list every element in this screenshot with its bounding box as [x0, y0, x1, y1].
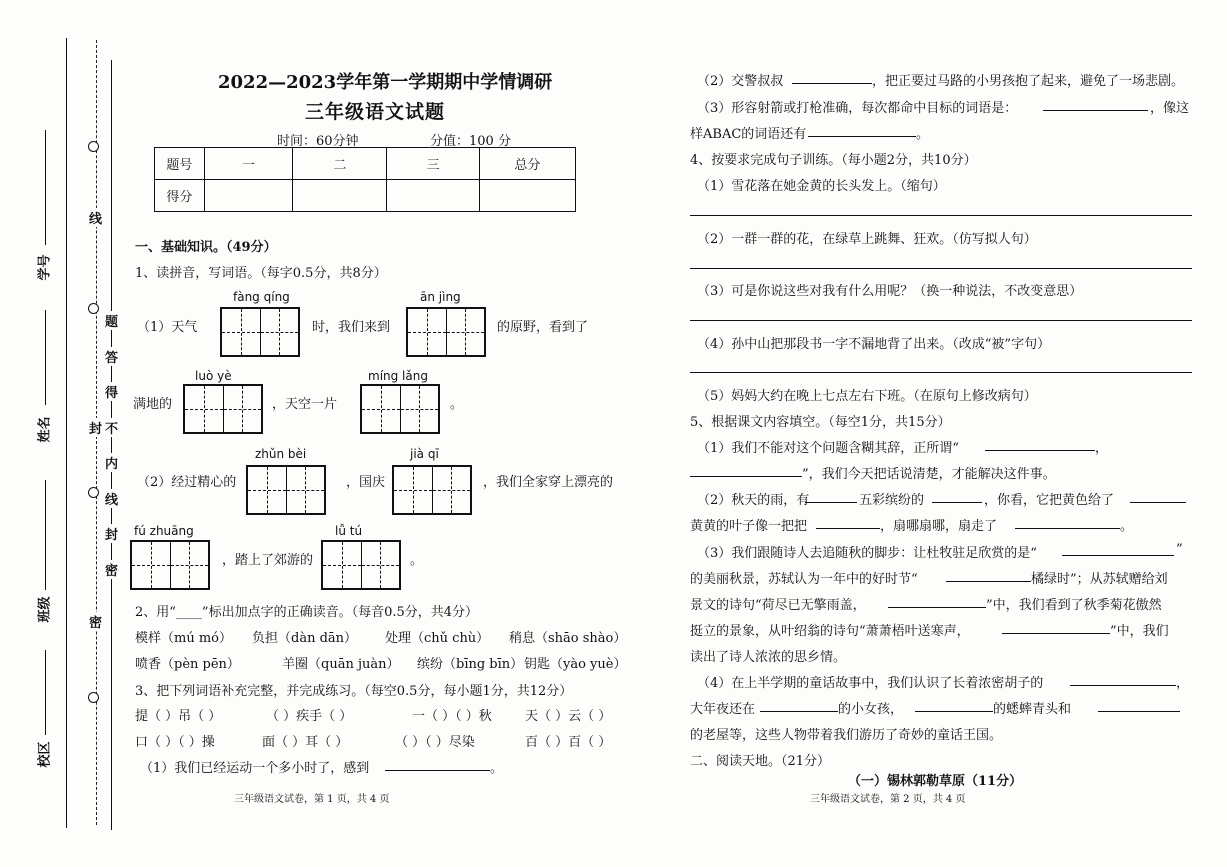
q1-text: （2）经过精心的 [137, 475, 237, 490]
q3-item[interactable]: 提（ ）吊（ ） [135, 709, 222, 724]
q5-text: 的老屋等，这些人物带着我们游历了奇妙的童话王国。 [690, 728, 1003, 743]
exam-score: 分值：100 分 [430, 134, 511, 149]
q3-item[interactable]: 一（ ）（ ）秋 [412, 709, 492, 724]
pinyin: luò yè [195, 369, 232, 383]
score-table-header: 总分 [479, 148, 575, 180]
campus-label: 校区 [37, 741, 53, 768]
tianzige-box[interactable] [220, 307, 300, 357]
notice-char: 得 [105, 382, 118, 401]
q5-instruction: 5、根据课文内容填空。（每空1分，共15分） [690, 415, 951, 430]
q2-item[interactable]: 缤纷（bīng bīn） [417, 657, 524, 672]
student-id-blank[interactable] [45, 130, 46, 245]
tianzige-box[interactable] [246, 465, 326, 515]
q5-text: 景文的诗句“荷尽已无擎雨盖， [690, 598, 866, 613]
answer-blank[interactable] [888, 607, 986, 608]
tianzige-box[interactable] [130, 540, 210, 590]
q4-instruction: 4、按要求完成句子训练。（每小题2分，共10分） [690, 153, 977, 168]
score-cell[interactable] [293, 180, 387, 212]
tianzige-box[interactable] [183, 384, 263, 434]
q4-item: （5）妈妈大约在晚上七点左右下班。（在原句上修改病句） [697, 389, 1037, 404]
q1-text: 时，我们来到 [312, 320, 391, 335]
score-table-header: 一 [204, 148, 292, 180]
answer-line[interactable] [690, 268, 1192, 269]
q2-item[interactable]: 稍息（shāo shào） [509, 631, 627, 646]
answer-blank[interactable] [1098, 711, 1180, 712]
q3-sub3-line2: 样ABAC的词语还有 [690, 127, 807, 142]
answer-blank[interactable] [760, 711, 838, 712]
page-footer: 三年级语文试卷，第 2 页，共 4 页 [810, 794, 966, 805]
answer-line[interactable] [690, 372, 1192, 373]
q4-item: （1）雪花落在她金黄的长头发上。（缩句） [697, 179, 946, 194]
name-label: 姓名 [37, 416, 53, 443]
notice-char: 密 [105, 560, 118, 579]
q5-text: 的美丽秋景，苏轼认为一年中的好时节“ [690, 572, 918, 587]
answer-blank[interactable] [932, 502, 982, 503]
punch-hole [88, 692, 99, 703]
q2-instruction: 2、用“____”标出加点字的正确读音。（每音0.5分，共4分） [135, 605, 479, 620]
pinyin: ān jìng [420, 290, 461, 304]
punch-hole [88, 141, 99, 152]
score-cell[interactable] [479, 180, 575, 212]
seal-word-seal: 封 [89, 418, 102, 437]
answer-line[interactable] [690, 320, 1192, 321]
notice-char: 内 [105, 453, 118, 472]
section1-heading: 一、基础知识。（49分） [135, 240, 277, 255]
answer-blank[interactable] [1043, 110, 1148, 111]
q2-item[interactable]: 负担（dàn dān） [252, 631, 358, 646]
answer-line[interactable] [690, 215, 1192, 216]
pinyin: míng lǎng [368, 369, 428, 383]
pinyin: lǚ tú [335, 524, 363, 538]
answer-blank[interactable] [946, 581, 1031, 582]
q5-text: （4）在上半学期的童话故事中，我们认识了长着浓密胡子的 [697, 676, 1044, 691]
q3-item[interactable]: 百（ ）百（ ） [525, 735, 612, 750]
q3-item[interactable]: 面（ ）耳（ ） [262, 735, 349, 750]
seal-word-line: 线 [89, 208, 102, 227]
exam-time: 时间：60分钟 [277, 134, 359, 149]
tianzige-box[interactable] [321, 540, 401, 590]
tianzige-box[interactable] [360, 384, 440, 434]
q1-text: 。 [410, 553, 424, 568]
notice-char: 封 [105, 524, 118, 543]
answer-blank[interactable] [792, 83, 872, 84]
pinyin: fú zhuāng [134, 524, 194, 538]
exam-subtitle: 三年级语文试题 [305, 101, 446, 123]
q3-sub3: （3）形容射箭或打枪准确，每次都命中目标的词语是： [697, 101, 1018, 116]
section2-heading: 二、阅读天地。（21分） [690, 754, 831, 769]
q5-text: 的蟋蟀青头和 [993, 702, 1072, 717]
q5-text: （1）我们不能对这个问题含糊其辞，正所谓“ [697, 441, 959, 456]
q1-text: 的原野，看到了 [497, 320, 589, 335]
q5-text: ” [1176, 542, 1183, 557]
q4-item: （2）一群一群的花，在绿草上跳舞、狂欢。（仿写拟人句） [697, 232, 1037, 247]
score-cell[interactable] [387, 180, 479, 212]
q3-sub2: （2）交警叔叔 [697, 74, 784, 89]
q3-sub3-cont: ，像这 [1150, 101, 1190, 116]
campus-blank[interactable] [45, 650, 46, 735]
score-table-header: 二 [293, 148, 387, 180]
q3-item[interactable]: （ ）（ ）尽染 [395, 735, 475, 750]
q5-text: 橘绿时”；从苏轼赠给刘 [1031, 572, 1168, 587]
q3-item[interactable]: （ ）疾手（ ） [266, 709, 353, 724]
q3-sub2-end: ，把正要过马路的小男孩抱了起来，避免了一场悲剧。 [872, 74, 1185, 89]
q3-sub3-end: 。 [916, 127, 930, 142]
page-footer: 三年级语文试卷，第 1 页，共 4 页 [234, 794, 390, 805]
tianzige-box[interactable] [406, 307, 486, 357]
answer-blank[interactable] [690, 476, 802, 477]
notice-char: 题 [105, 311, 118, 330]
q4-item: （4）孙中山把那段书一字不漏地背了出来。（改成“被”字句） [697, 337, 1051, 352]
q1-text: ，国庆 [346, 475, 386, 490]
notice-char: 答 [105, 347, 118, 366]
q2-item[interactable]: 钥匙（yào yuè） [524, 657, 627, 672]
binding-rule [66, 38, 67, 828]
seal-word-dense: 密 [89, 612, 102, 631]
answer-blank[interactable] [1015, 528, 1120, 529]
q5-text: ，扇哪扇哪，扇走了 [880, 519, 998, 534]
q3-item[interactable]: 天（ ）云（ ） [525, 709, 612, 724]
punch-hole [88, 487, 99, 498]
q4-item: （3）可是你说这些对我有什么用呢？（换一种说法，不改变意思） [697, 284, 1083, 299]
q5-text: 的小女孩， [838, 702, 904, 717]
q1-text: 。 [450, 397, 464, 412]
pinyin: zhǔn bèi [255, 447, 307, 461]
q5-text: ， [1095, 441, 1109, 456]
q1-text: （1）天气 [137, 320, 198, 335]
q1-instruction: 1、读拼音，写词语。（每字0.5分，共8分） [135, 266, 387, 281]
name-blank[interactable] [45, 310, 46, 405]
answer-blank[interactable] [915, 711, 993, 712]
q2-item[interactable]: 羊圈（quān juàn） [282, 657, 400, 672]
q5-text: 五彩缤纷的 [859, 493, 925, 508]
q2-item[interactable]: 处理（chǔ chù） [385, 631, 490, 646]
q5-text: 读出了诗人浓浓的思乡情。 [690, 650, 847, 665]
class-blank[interactable] [45, 480, 46, 590]
binding-rule-inner [111, 60, 112, 830]
answer-blank[interactable] [385, 770, 490, 771]
q1-text: ，天空一片 [272, 397, 338, 412]
q5-text: ，你看，它把黄色给了 [984, 493, 1115, 508]
answer-blank[interactable] [1130, 502, 1186, 503]
q5-text: ”中，我们看到了秋季菊花傲然 [986, 598, 1162, 613]
q5-text: ”，我们今天把话说清楚，才能解决这件事。 [802, 467, 1056, 482]
q3-sub1: （1）我们已经运动一个多小时了，感到 [140, 761, 370, 776]
notice-char: 线 [105, 489, 118, 508]
score-row-label: 得分 [155, 180, 205, 212]
q1-text: ，踏上了郊游的 [222, 553, 314, 568]
notice-char: 不 [105, 418, 118, 437]
answer-blank[interactable] [1062, 555, 1174, 556]
q5-text: ”中，我们 [1110, 624, 1169, 639]
score-table-header: 题号 [155, 148, 205, 180]
q3-sub1-end: 。 [490, 761, 504, 776]
pinyin: fàng qíng [233, 290, 290, 304]
class-label: 班级 [37, 596, 53, 623]
score-cell[interactable] [204, 180, 292, 212]
answer-blank[interactable] [816, 528, 880, 529]
q3-instruction: 3、把下列词语补充完整，并完成练习。（每空0.5分，每小题1分，共12分） [135, 684, 573, 699]
answer-blank[interactable] [805, 502, 857, 503]
q3-item[interactable]: 口（ ）（ ）操 [135, 735, 215, 750]
q5-text: 大年夜还在 [690, 702, 756, 717]
q5-text: 。 [1120, 519, 1134, 534]
q5-text: （3）我们跟随诗人去追随秋的脚步：让杜牧驻足欣赏的是“ [697, 546, 1037, 561]
answer-blank[interactable] [1002, 633, 1110, 634]
q1-text: 满地的 [133, 397, 173, 412]
q5-text: 挺立的景象，从叶绍翁的诗句“萧萧梧叶送寒声， [690, 624, 970, 639]
q2-item[interactable]: 喷香（pèn pēn） [135, 657, 240, 672]
section2-sub: （一）锡林郭勒草原（11分） [848, 774, 1023, 789]
tianzige-box[interactable] [392, 465, 472, 515]
answer-blank[interactable] [1070, 685, 1176, 686]
q2-item[interactable]: 模样（mú mó） [135, 631, 232, 646]
answer-blank[interactable] [985, 450, 1095, 451]
punch-hole [88, 303, 99, 314]
q1-text: ，我们全家穿上漂亮的 [483, 475, 614, 490]
answer-blank[interactable] [808, 136, 916, 137]
score-table-header: 三 [387, 148, 479, 180]
exam-title: 2022—2023学年第一学期期中学情调研 [218, 72, 553, 93]
q5-text: ， [1176, 676, 1190, 691]
score-table [154, 147, 576, 212]
q5-text: 黄黄的叶子像一把把 [690, 519, 808, 534]
student-id-label: 学号 [37, 254, 53, 281]
q5-text: （2）秋天的雨，有 [697, 493, 810, 508]
pinyin: jià qī [410, 447, 439, 461]
